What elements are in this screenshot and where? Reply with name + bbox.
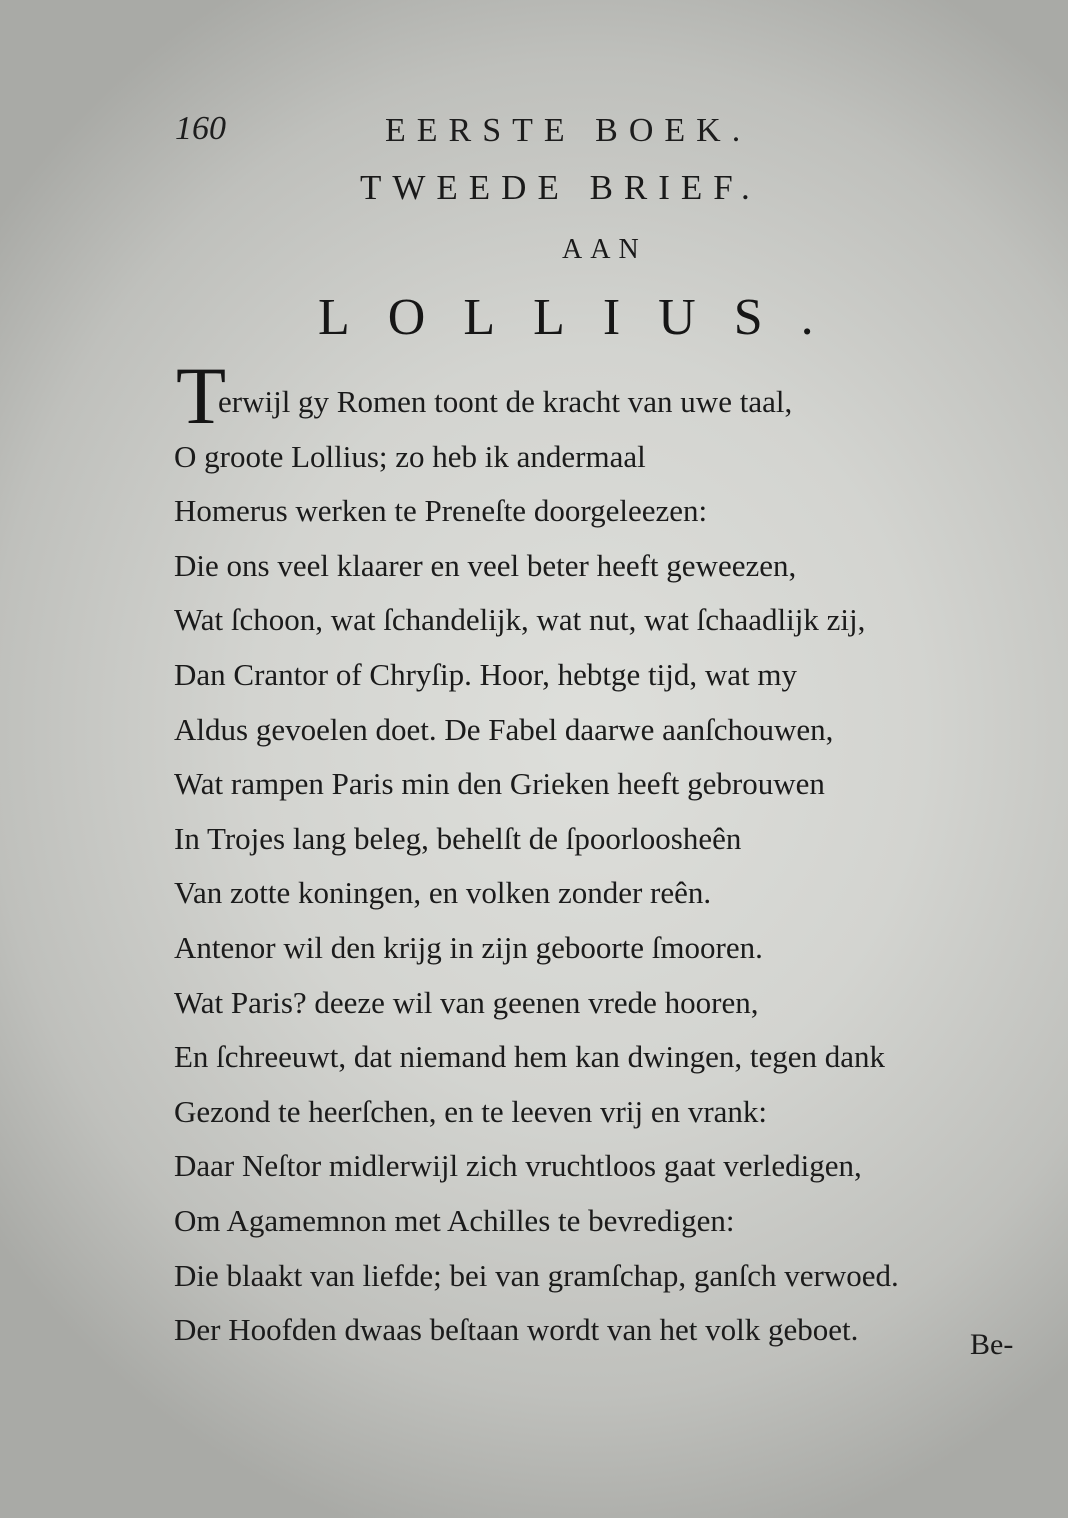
letter-title: TWEEDE BRIEF.	[360, 168, 761, 207]
poem-line: Antenor wil den krijg in zijn geboorte ſmooren.	[174, 929, 763, 965]
running-head: EERSTE BOEK.	[385, 112, 752, 149]
poem-line: Aldus gevoelen doet. De Fabel daarwe aanſchouwen,	[174, 711, 834, 747]
poem-line: Die ons veel klaarer en veel beter heeft geweezen,	[174, 547, 797, 583]
poem-text	[174, 350, 1034, 1358]
catchword: Be-	[970, 1328, 1014, 1361]
poem-line: Die blaakt van liefde; bei van gramſchap, ganſch verwoed.	[174, 1257, 899, 1293]
poem-first-line	[174, 350, 1034, 441]
poem-line: O groote Lollius; zo heb ik andermaal	[174, 438, 646, 474]
poem-line: Van zotte koningen, en volken zonder reên.	[174, 875, 712, 911]
drop-cap: T	[176, 350, 227, 441]
first-line-text: erwijl gy Romen toont de kracht van uwe taal,	[218, 384, 793, 419]
page-header	[175, 110, 835, 160]
poem-line: Homerus werken te Preneſte doorgeleezen:	[174, 493, 708, 529]
poem-line: Om Agamemnon met Achilles te bevredigen:	[174, 1202, 735, 1238]
addressee-name: LOLLIUS.	[318, 289, 852, 346]
poem-line: Wat ſchoon, wat ſchandelijk, wat nut, wat ſchaadlijk zij,	[174, 602, 866, 638]
poem-line: In Trojes lang beleg, behelſt de ſpoorloosheên	[174, 820, 742, 856]
poem-line: Gezond te heerſchen, en te leeven vrij en vrank:	[174, 1093, 768, 1129]
poem-line: Wat Paris? deeze wil van geenen vrede hooren,	[174, 984, 759, 1020]
page-number: 160	[175, 110, 226, 147]
poem-lines	[174, 430, 1034, 1358]
poem-line: Der Hoofden dwaas beſtaan wordt van het volk geboet.	[174, 1312, 859, 1348]
addressee-aan: AAN	[562, 234, 647, 265]
poem-line: Wat rampen Paris min den Grieken heeft gebrouwen	[174, 766, 825, 802]
poem-line: En ſchreeuwt, dat niemand hem kan dwingen, tegen dank	[174, 1039, 886, 1075]
poem-line: Daar Neſtor midlerwijl zich vruchtloos gaat verledigen,	[174, 1148, 862, 1184]
poem-line: Dan Crantor of Chryſip. Hoor, hebtge tijd, wat my	[174, 656, 797, 692]
